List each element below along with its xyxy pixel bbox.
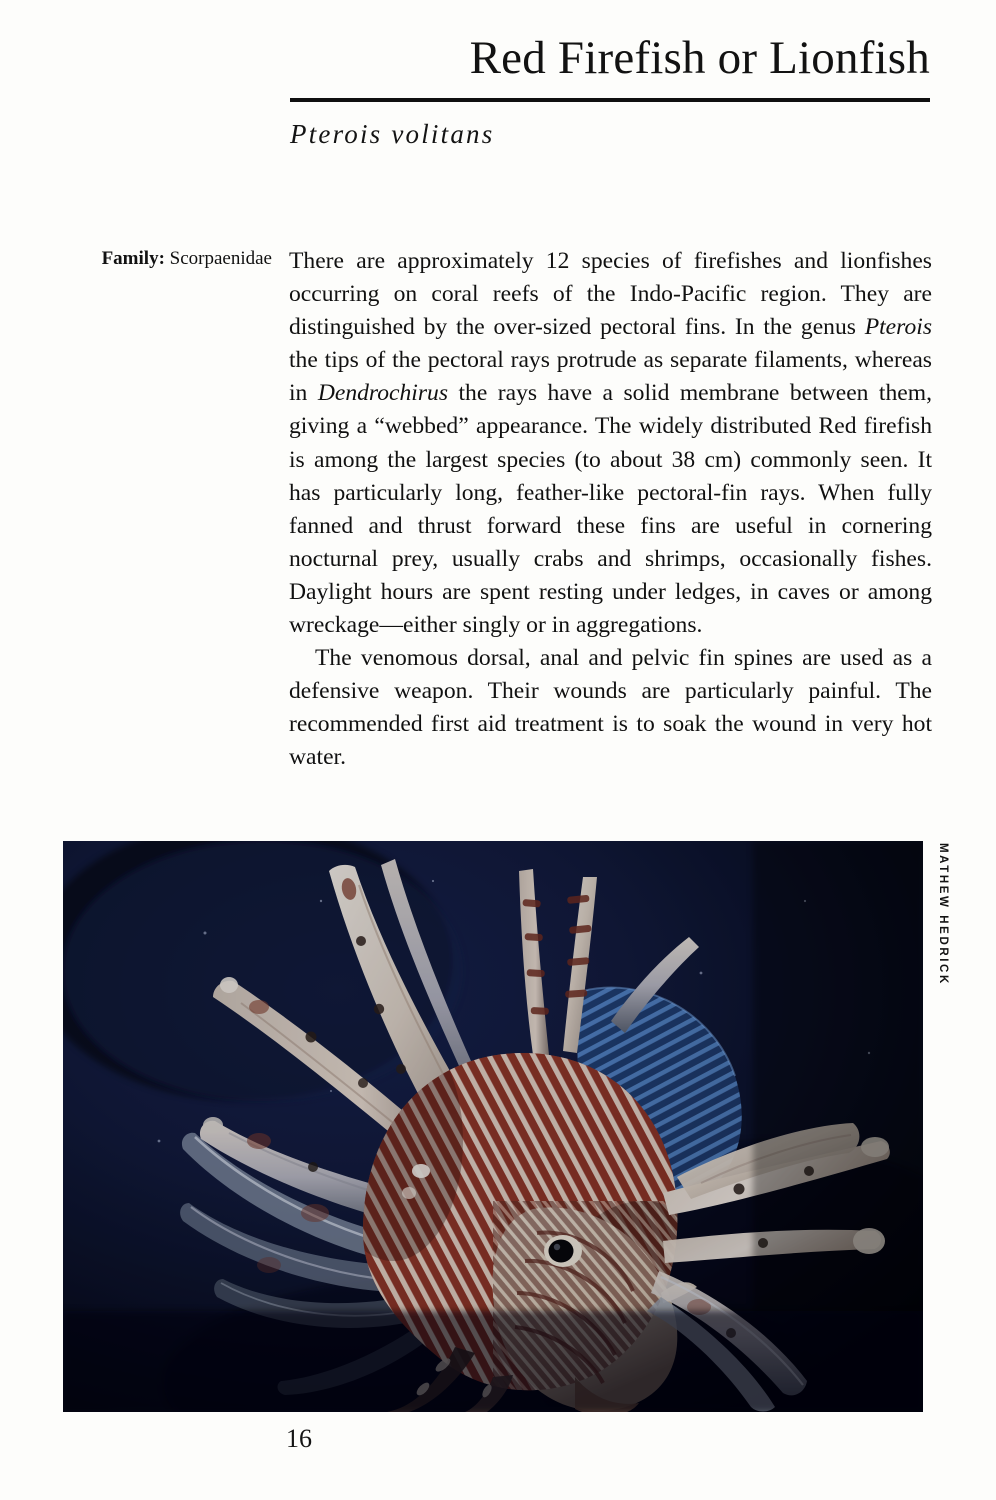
text-run: the tips of the pectoral rays protrude as separate filaments, whereas in [289,347,932,407]
article-paragraph [289,245,932,642]
species-name: Pterois volitans [290,118,495,149]
page-title: Red Firefish or Lionfish [469,32,930,84]
lionfish-illustration [63,841,923,1412]
article-paragraph [289,642,932,774]
photo-credit: MATHEW HEDRICK [937,843,949,986]
genus-name: Dendrochirus [317,380,449,407]
page-header [290,34,930,150]
family-sidenote [62,247,272,271]
article-body [289,245,932,775]
text-run: There are approximately 12 species of firefishes and lionfishes occurring on coral reefs of the Indo-Pacific region. They are distinguished by the over-sized pectoral fins. In the genus [289,248,932,341]
family-value: Scorpaenidae [169,248,272,269]
text-run: The venomous dorsal, anal and pelvic fin spines are used as a defensive weapon. Their wounds are particularly painful. The recommended first aid treatment is to soak the wound in very hot water. [289,645,932,771]
genus-name: Pterois [864,314,932,341]
text-run: the rays have a solid membrane between them, giving a “webbed” appearance. The widely distributed Red firefish is among the largest species (to about 38 cm) commonly seen. It has particularly long, feather-like pectoral-fin rays. When fully fanned and thrust forward these fins are useful in cornering nocturnal prey, usually crabs and shrimps, occasionally fishes. Daylight hours are spent resting under ledges, in caves or among wreckage—either singly or in aggregations. [289,380,932,639]
lionfish-photograph [63,841,923,1412]
family-label: Family: [101,248,165,269]
title-divider [290,98,930,102]
page-number: 16 [286,1424,312,1453]
